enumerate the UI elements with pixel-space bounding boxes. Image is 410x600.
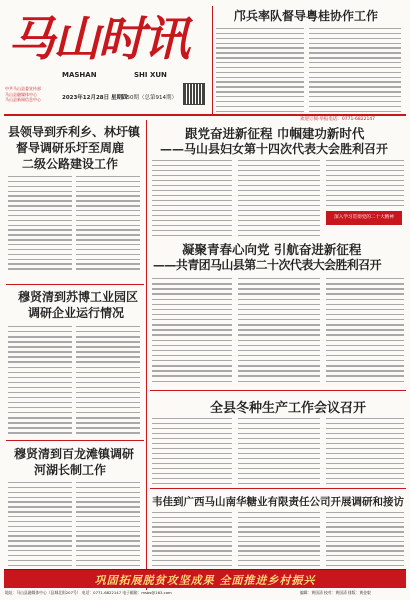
slogan-text: 巩固拓展脱贫攻坚成果 全面推进乡村振兴 [94, 574, 316, 587]
publisher-line: 马山县融媒体中心 [5, 91, 37, 97]
center-article-body [326, 418, 404, 484]
publisher-line: 中共马山县委宣传部 [5, 86, 41, 91]
top-article-body [309, 28, 401, 112]
second-article-body [152, 278, 232, 382]
center-article-body [152, 418, 232, 484]
center-article-body [238, 418, 320, 484]
top-article-headline: 邝兵率队督导粤桂协作工作 [234, 9, 379, 23]
second-article-title: 凝聚青春心向党 引航奋进新征程 [182, 242, 362, 257]
title-line: 县领导到乔利乡、林圩镇 [8, 125, 141, 139]
red-info-bar: 欢迎订阅·举报电话：0771-6822147 [300, 117, 376, 122]
footer-address: 地址：马山县融媒体中心（县城北街207号） 电话：0771-6822147 电子邮箱：msbs@163.com [5, 590, 172, 595]
title-line: 调研企业运行情况 [28, 306, 125, 320]
title-line: 二级公路建设工作 [22, 157, 119, 171]
left-article-3-body [76, 482, 140, 566]
column-divider [212, 6, 213, 114]
lead-article-body [238, 160, 320, 236]
title-line: 穆贤清到苏博工业园区 [18, 290, 139, 304]
title-line: 穆贤清到百龙滩镇调研 [14, 447, 135, 461]
footer-credits: 编辑：黄国清 校对：黄国清 排版：黄金毅 [300, 590, 371, 595]
second-article-subtitle: ——共青团马山县第二十次代表大会胜利召开 [153, 258, 382, 272]
section-rule [150, 390, 406, 391]
section-rule [150, 488, 406, 489]
lead-article-body [152, 160, 232, 236]
bottom-article-body [238, 512, 320, 566]
slogan-banner [4, 569, 406, 588]
left-article-3-body [8, 482, 72, 566]
left-article-2-body [8, 326, 72, 434]
second-article-body [326, 278, 404, 382]
lead-article-body [326, 160, 404, 206]
section-badge: 深入学习贯彻党的二十大精神 [326, 211, 402, 225]
section-rule [6, 284, 144, 285]
top-article-body [216, 28, 304, 112]
section-rule [6, 440, 144, 441]
center-article-title: 全县冬种生产工作会议召开 [210, 401, 367, 416]
left-article-1-title [8, 124, 140, 172]
left-article-2-title [18, 289, 138, 321]
bottom-article-title: 韦佳到广西马山南华糖业有限责任公司开展调研和接访 [152, 496, 404, 508]
lead-article-subtitle: ——马山县妇女第十四次代表大会胜利召开 [160, 142, 389, 156]
left-article-1-body [8, 176, 72, 270]
publisher-line: 马山县新闻信息中心 [5, 97, 41, 102]
issue-date: 2023年12月28日 星期四 [62, 95, 128, 101]
second-article-body [238, 278, 320, 382]
left-article-3-title [14, 446, 134, 478]
publisher-block [5, 86, 41, 103]
bottom-article-body [326, 512, 404, 566]
masthead-pinyin-right: SHI XUN [134, 71, 167, 79]
masthead-title: 马山时讯 [8, 12, 188, 67]
title-line: 督导调研乐圩至周鹿 [16, 141, 125, 155]
title-line: 河湖长制工作 [34, 463, 107, 477]
qr-code-icon [184, 84, 204, 104]
left-article-1-body [76, 176, 140, 270]
issue-number: 第50期（总第914期） [121, 95, 177, 101]
column-divider [146, 120, 147, 590]
lead-article-title: 跟党奋进新征程 巾帼建功新时代 [185, 126, 365, 141]
left-article-2-body [76, 326, 140, 434]
masthead-pinyin-left: MASHAN [62, 71, 97, 79]
bottom-article-body [152, 512, 232, 566]
